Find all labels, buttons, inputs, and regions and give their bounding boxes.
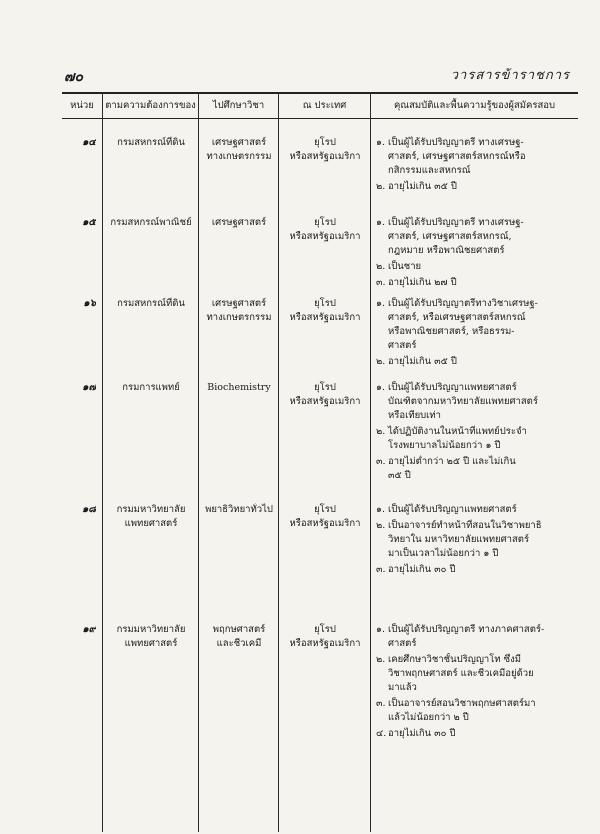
- row-country: หรือสหรัฐอเมริกา: [289, 312, 361, 323]
- qualification-line: [376, 637, 576, 651]
- row-country: ยุโรป: [314, 382, 336, 393]
- row-subject: ทางเกษตรกรรม: [206, 151, 272, 162]
- qualification-index: ๓.: [376, 277, 386, 288]
- qualification-index: ๑.: [376, 624, 386, 635]
- qualification-text: เป็นผู้ได้รับปริญญาแพทยศาสตร์: [388, 382, 517, 393]
- row-subject: Biochemistry: [207, 382, 271, 393]
- qualification-text: วิทยาใน มหาวิทยาลัยแพทยศาสตร์: [388, 534, 530, 545]
- qualification-line: [376, 325, 576, 339]
- qualification-line: [376, 180, 576, 194]
- row-country: หรือสหรัฐอเมริกา: [289, 151, 361, 162]
- qualification-text: ศาสตร์: [388, 340, 417, 351]
- row-country: ยุโรป: [314, 137, 336, 148]
- column-divider: [198, 92, 199, 832]
- row-number: ๑๖: [83, 298, 96, 309]
- column-divider: [278, 92, 279, 832]
- column-header-unit: หน่วย: [70, 99, 94, 111]
- qualification-text: มาเป็นเวลาไม่น้อยกว่า ๑ ปี: [388, 548, 499, 559]
- qualification-text: ได้ปฏิบัติงานในหน้าที่แพทย์ประจำ: [388, 426, 527, 437]
- column-divider: [370, 92, 371, 832]
- row-number: ๑๗: [82, 382, 96, 393]
- qualification-line: [376, 425, 576, 439]
- qualification-line: [376, 339, 576, 353]
- qualification-index: ๒.: [376, 261, 386, 272]
- qualification-line: [376, 439, 576, 453]
- journal-title: วารสารข้าราชการ: [450, 68, 570, 83]
- qualification-text: หรือพาณิชยศาสตร์, หรือธรรม-: [388, 326, 515, 337]
- scholarship-table: [62, 92, 578, 832]
- qualification-index: ๓.: [376, 564, 386, 575]
- qualification-index: ๑.: [376, 382, 386, 393]
- row-country: หรือสหรัฐอเมริกา: [289, 396, 361, 407]
- qualification-line: [376, 216, 576, 230]
- qualification-text: เป็นผู้ได้รับปริญญาตรี ทางภาคศาสตร์-: [388, 624, 545, 635]
- row-agency: กรมการแพทย์: [122, 382, 180, 393]
- column-divider: [102, 92, 103, 832]
- table-header-rule: [62, 118, 578, 119]
- qualification-line: [376, 547, 576, 561]
- qualification-line: [376, 697, 576, 711]
- qualification-text: อายุไม่เกิน ๒๗ ปี: [388, 277, 457, 288]
- row-country: หรือสหรัฐอเมริกา: [289, 231, 361, 242]
- qualification-text: อายุไม่ต่ำกว่า ๒๕ ปี และไม่เกิน: [388, 456, 516, 467]
- row-subject: เศรษฐศาสตร์: [211, 298, 267, 309]
- row-number: ๑๔: [82, 137, 96, 148]
- qualification-text: ศาสตร์, หรือเศรษฐศาสตร์สหกรณ์: [388, 312, 526, 323]
- qualification-index: ๒.: [376, 520, 386, 531]
- row-agency: แพทยศาสตร์: [124, 638, 178, 649]
- qualification-text: ศาสตร์: [388, 638, 417, 649]
- qualification-line: [376, 519, 576, 533]
- qualification-text: กฎหมาย หรือพาณิชยศาสตร์: [388, 245, 505, 256]
- row-subject: พฤกษศาสตร์: [212, 624, 266, 635]
- qualification-line: [376, 381, 576, 395]
- row-agency: กรมสหกรณ์ที่ดิน: [117, 137, 185, 148]
- qualification-line: [376, 563, 576, 577]
- row-agency: กรมสหกรณ์พาณิชย์: [110, 217, 192, 228]
- qualification-line: [376, 276, 576, 290]
- row-country: ยุโรป: [314, 624, 336, 635]
- qualification-text: เป็นผู้ได้รับปริญญาตรีทางวิชาเศรษฐ-: [388, 298, 538, 309]
- qualification-line: [376, 409, 576, 423]
- qualification-text: วิชาพฤกษศาสตร์ และชีวเคมีอยู่ด้วย: [388, 668, 534, 679]
- row-agency: กรมสหกรณ์ที่ดิน: [117, 298, 185, 309]
- qualification-line: [376, 355, 576, 369]
- row-subject: พยาธิวิทยาทั่วไป: [205, 504, 273, 515]
- qualification-index: ๓.: [376, 698, 386, 709]
- qualification-text: เป็นผู้ได้รับปริญญาตรี ทางเศรษฐ-: [388, 137, 524, 148]
- qualification-text: โรงพยาบาลไม่น้อยกว่า ๑ ปี: [388, 440, 501, 451]
- row-country: หรือสหรัฐอเมริกา: [289, 518, 361, 529]
- qualification-index: ๑.: [376, 137, 386, 148]
- row-subject: เศรษฐศาสตร์: [211, 137, 267, 148]
- qualification-line: [376, 533, 576, 547]
- qualification-line: [376, 667, 576, 681]
- qualification-line: [376, 711, 576, 725]
- qualification-line: [376, 503, 576, 517]
- row-number: ๑๘: [81, 504, 96, 515]
- qualification-text: กสิกรรมและสหกรณ์: [388, 165, 471, 176]
- qualification-index: ๑.: [376, 298, 386, 309]
- row-agency: แพทยศาสตร์: [124, 518, 178, 529]
- qualification-line: [376, 653, 576, 667]
- qualification-text: มาแล้ว: [388, 682, 417, 693]
- qualification-index: ๑.: [376, 217, 386, 228]
- qualification-text: อายุไม่เกิน ๓๕ ปี: [388, 356, 457, 367]
- qualification-line: [376, 297, 576, 311]
- qualification-line: [376, 164, 576, 178]
- row-subject: และชีวเคมี: [216, 638, 262, 649]
- qualification-line: [376, 469, 576, 483]
- row-number: ๑๕: [82, 217, 96, 228]
- qualification-text: เป็นผู้ได้รับปริญญาตรี ทางเศรษฐ-: [388, 217, 524, 228]
- row-country: หรือสหรัฐอเมริกา: [289, 638, 361, 649]
- qualification-text: อายุไม่เกิน ๓๐ ปี: [388, 564, 456, 575]
- qualification-text: อายุไม่เกิน ๓๐ ปี: [388, 728, 456, 739]
- qualification-text: เคยศึกษาวิชาชั้นปริญญาโท ซึ่งมี: [388, 654, 521, 665]
- qualification-text: แล้วไม่น้อยกว่า ๒ ปี: [388, 712, 469, 723]
- qualification-text: ๓๕ ปี: [388, 470, 411, 481]
- qualification-text: เป็นผู้ได้รับปริญญาแพทยศาสตร์: [388, 504, 517, 515]
- column-header-country: ณ ประเทศ: [302, 99, 347, 111]
- qualification-line: [376, 727, 576, 741]
- row-country: ยุโรป: [314, 298, 336, 309]
- qualification-line: [376, 230, 576, 244]
- qualification-text: ศาสตร์, เศรษฐศาสตร์สหกรณ์,: [388, 231, 512, 242]
- row-agency: กรมมหาวิทยาลัย: [116, 624, 186, 635]
- qualification-index: ๔.: [376, 728, 387, 739]
- row-agency: กรมมหาวิทยาลัย: [116, 504, 186, 515]
- qualification-line: [376, 150, 576, 164]
- qualification-line: [376, 311, 576, 325]
- qualification-index: ๒.: [376, 654, 386, 665]
- row-subject: เศรษฐศาสตร์: [211, 217, 267, 228]
- qualification-index: ๓.: [376, 456, 386, 467]
- qualification-index: ๒.: [376, 426, 386, 437]
- qualification-text: หรือเทียบเท่า: [388, 410, 442, 421]
- column-header-subject: ไปศึกษาวิชา: [212, 99, 265, 111]
- qualification-text: เป็นอาจารย์สอนวิชาพฤกษศาสตร์มา: [388, 698, 536, 709]
- column-header-agency: ตามความต้องการของ: [105, 99, 196, 111]
- row-number: ๑๙: [82, 624, 96, 635]
- qualification-text: เป็นอาจารย์ทำหน้าที่สอนในวิชาพยาธิ: [388, 520, 542, 531]
- qualification-line: [376, 136, 576, 150]
- row-subject: ทางเกษตรกรรม: [206, 312, 272, 323]
- qualification-index: ๑.: [376, 504, 386, 515]
- page-number: ๗๐: [64, 69, 84, 85]
- qualification-index: ๒.: [376, 181, 386, 192]
- qualification-line: [376, 244, 576, 258]
- column-header-qualifications: คุณสมบัติและพื้นความรู้ของผู้สมัครสอบ: [393, 99, 556, 111]
- row-country: ยุโรป: [314, 217, 336, 228]
- qualification-text: ศาสตร์, เศรษฐศาสตร์สหกรณ์หรือ: [388, 151, 526, 162]
- qualification-line: [376, 623, 576, 637]
- qualification-line: [376, 681, 576, 695]
- qualification-line: [376, 260, 576, 274]
- qualification-text: เป็นชาย: [388, 261, 422, 272]
- qualification-text: บัณฑิตจากมหาวิทยาลัยแพทยศาสตร์: [388, 396, 538, 407]
- qualification-index: ๒.: [376, 356, 386, 367]
- qualification-line: [376, 455, 576, 469]
- qualification-text: อายุไม่เกิน ๓๕ ปี: [388, 181, 457, 192]
- row-country: ยุโรป: [314, 504, 336, 515]
- qualification-line: [376, 395, 576, 409]
